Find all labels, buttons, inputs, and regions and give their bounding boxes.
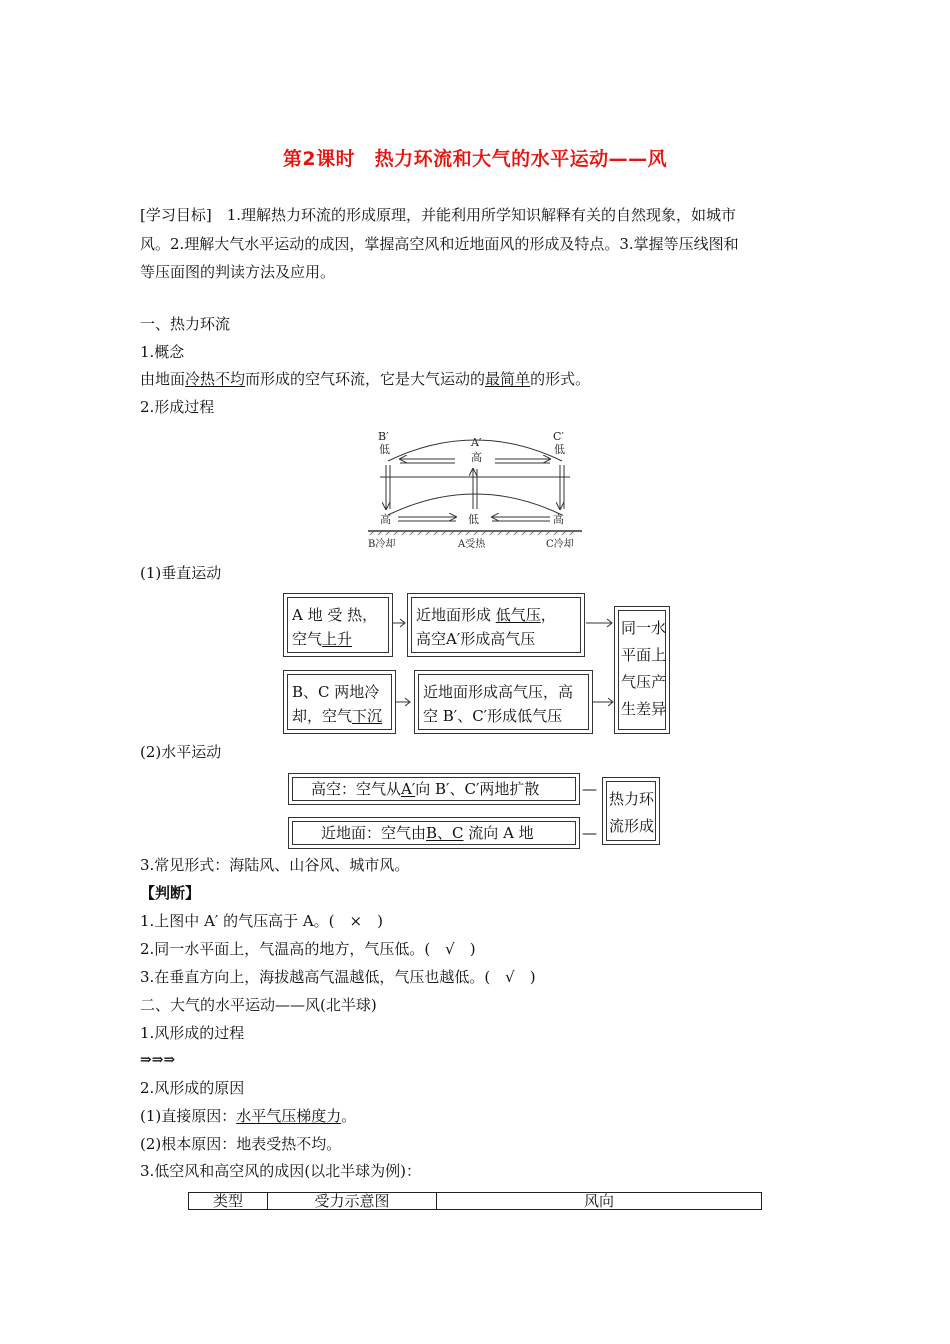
label-a-prime: A′ bbox=[471, 436, 482, 449]
label-bot-left-high: 高 bbox=[380, 513, 391, 526]
pressure-diff-line1: 同一水 bbox=[621, 619, 667, 637]
table-header-direction: 风向 bbox=[437, 1193, 762, 1210]
concept-post: 的形式。 bbox=[530, 370, 591, 388]
circulation-formed-line1: 热力环 bbox=[609, 790, 655, 808]
wind-process-heading: 1.风形成的过程 bbox=[140, 1024, 245, 1042]
thermal-circulation-diagram bbox=[360, 425, 590, 555]
near-ground-box bbox=[288, 817, 580, 849]
vertical-box-bc-result bbox=[414, 670, 593, 734]
vertical-box-bc bbox=[283, 670, 396, 734]
label-c-prime: C′ bbox=[553, 430, 564, 443]
vertical-box-a-line1: A 地 受 热， bbox=[292, 606, 378, 624]
pressure-diff-line3: 气压产 bbox=[621, 673, 667, 691]
objectives-line-3: 等压面图的判读方法及应用。 bbox=[140, 263, 336, 281]
vertical-box-bc-result-line1: 近地面形成高气压，高 bbox=[423, 683, 574, 701]
common-forms: 3.常见形式：海陆风、山谷风、城市风。 bbox=[140, 856, 410, 874]
arrow-to-pressure-diff-bottom bbox=[593, 696, 615, 708]
concept-pre: 由地面 bbox=[140, 370, 186, 388]
table-header-diagram: 受力示意图 bbox=[268, 1193, 437, 1210]
wind-cause-heading: 2.风形成的原因 bbox=[140, 1079, 245, 1097]
section-1-heading: 一、热力环流 bbox=[140, 315, 231, 333]
upper-air-box bbox=[288, 773, 580, 805]
vertical-box-bc-result-line2: 空 B′、C′形成低气压 bbox=[423, 707, 563, 725]
label-a-heating: A受热 bbox=[458, 539, 486, 550]
label-b-cooling: B冷却 bbox=[368, 539, 396, 550]
vertical-box-a-result-line2: 高空A′形成高气压 bbox=[416, 630, 536, 648]
objectives-line-1: [学习目标] 1.理解热力环流的形成原理，并能利用所学知识解释有关的自然现象，如城市 bbox=[140, 206, 737, 224]
circulation-formed-line2: 流形成 bbox=[609, 817, 655, 835]
upper-air-text: 高空：空气从A′向 B′、C′两地扩散 bbox=[311, 780, 540, 798]
vertical-box-bc-line1: B、C 两地冷 bbox=[292, 683, 380, 701]
pressure-diff-line4: 生差异 bbox=[621, 700, 667, 718]
lower-isobar bbox=[388, 494, 562, 515]
direct-cause: (1)直接原因：水平气压梯度力。 bbox=[140, 1107, 357, 1125]
judge-q2: 2.同一水平面上，气温高的地方，气压低。( √ ) bbox=[140, 940, 476, 958]
root-cause: (2)根本原因：地表受热不均。 bbox=[140, 1135, 342, 1153]
label-bot-right-high: 高 bbox=[553, 513, 564, 526]
arrow-bc-to-result bbox=[396, 696, 412, 708]
connector-dash-top: — bbox=[582, 780, 597, 798]
vertical-motion-heading: (1)垂直运动 bbox=[140, 564, 222, 582]
table-header-row bbox=[189, 1193, 762, 1210]
label-b-prime: B′ bbox=[378, 430, 389, 443]
label-top-mid-high: 高 bbox=[471, 451, 482, 464]
arrow-a-to-result bbox=[393, 617, 407, 629]
table-header-type: 类型 bbox=[189, 1193, 268, 1210]
vertical-box-a-line2: 空气上升 bbox=[292, 630, 353, 648]
pressure-difference-box bbox=[614, 606, 670, 734]
vertical-box-a-result bbox=[407, 593, 585, 657]
concept-mid: 而形成的空气环流，它是大气运动的 bbox=[245, 370, 486, 388]
concept-heading: 1.概念 bbox=[140, 343, 185, 361]
label-c-cooling: C冷却 bbox=[546, 539, 574, 550]
vertical-box-a-result-line1: 近地面形成 低气压， bbox=[416, 606, 556, 624]
horizontal-motion-heading: (2)水平运动 bbox=[140, 743, 222, 761]
vertical-box-bc-line2: 却，空气下沉 bbox=[292, 707, 383, 725]
wind-table bbox=[188, 1192, 762, 1210]
concept-blank-2: 最简单 bbox=[485, 370, 531, 388]
wind-type-heading: 3.低空风和高空风的成因(以北半球为例)： bbox=[140, 1162, 422, 1180]
circulation-formed-box bbox=[602, 777, 660, 845]
label-top-left-low: 低 bbox=[379, 443, 390, 456]
objectives-line-2: 风。2.理解大气水平运动的成因，掌握高空风和近地面风的形成及特点。3.掌握等压线图和 bbox=[140, 235, 739, 253]
process-heading: 2.形成过程 bbox=[140, 398, 215, 416]
label-bot-mid-low: 低 bbox=[468, 513, 479, 526]
label-top-right-low: 低 bbox=[554, 443, 565, 456]
judge-q1: 1.上图中 A′ 的气压高于 A。( × ) bbox=[140, 912, 383, 930]
judge-heading: 【判断】 bbox=[140, 884, 201, 902]
vertical-box-a bbox=[283, 593, 393, 657]
pressure-diff-line2: 平面上 bbox=[621, 646, 667, 664]
section-2-heading: 二、大气的水平运动——风(北半球) bbox=[140, 996, 377, 1014]
arrow-to-pressure-diff-top bbox=[586, 617, 614, 629]
wind-process-arrows: ⇒⇒⇒ bbox=[140, 1052, 176, 1068]
concept-blank-1: 冷热不均 bbox=[185, 370, 246, 388]
judge-q3: 3.在垂直方向上，海拔越高气温越低，气压也越低。( √ ) bbox=[140, 968, 536, 986]
concept-text bbox=[140, 372, 590, 387]
near-ground-text: 近地面：空气由B、C 流向 A 地 bbox=[321, 824, 534, 842]
page-title: 第2课时 热力环流和大气的水平运动——风 bbox=[282, 148, 668, 170]
connector-dash-bottom: — bbox=[582, 824, 597, 842]
